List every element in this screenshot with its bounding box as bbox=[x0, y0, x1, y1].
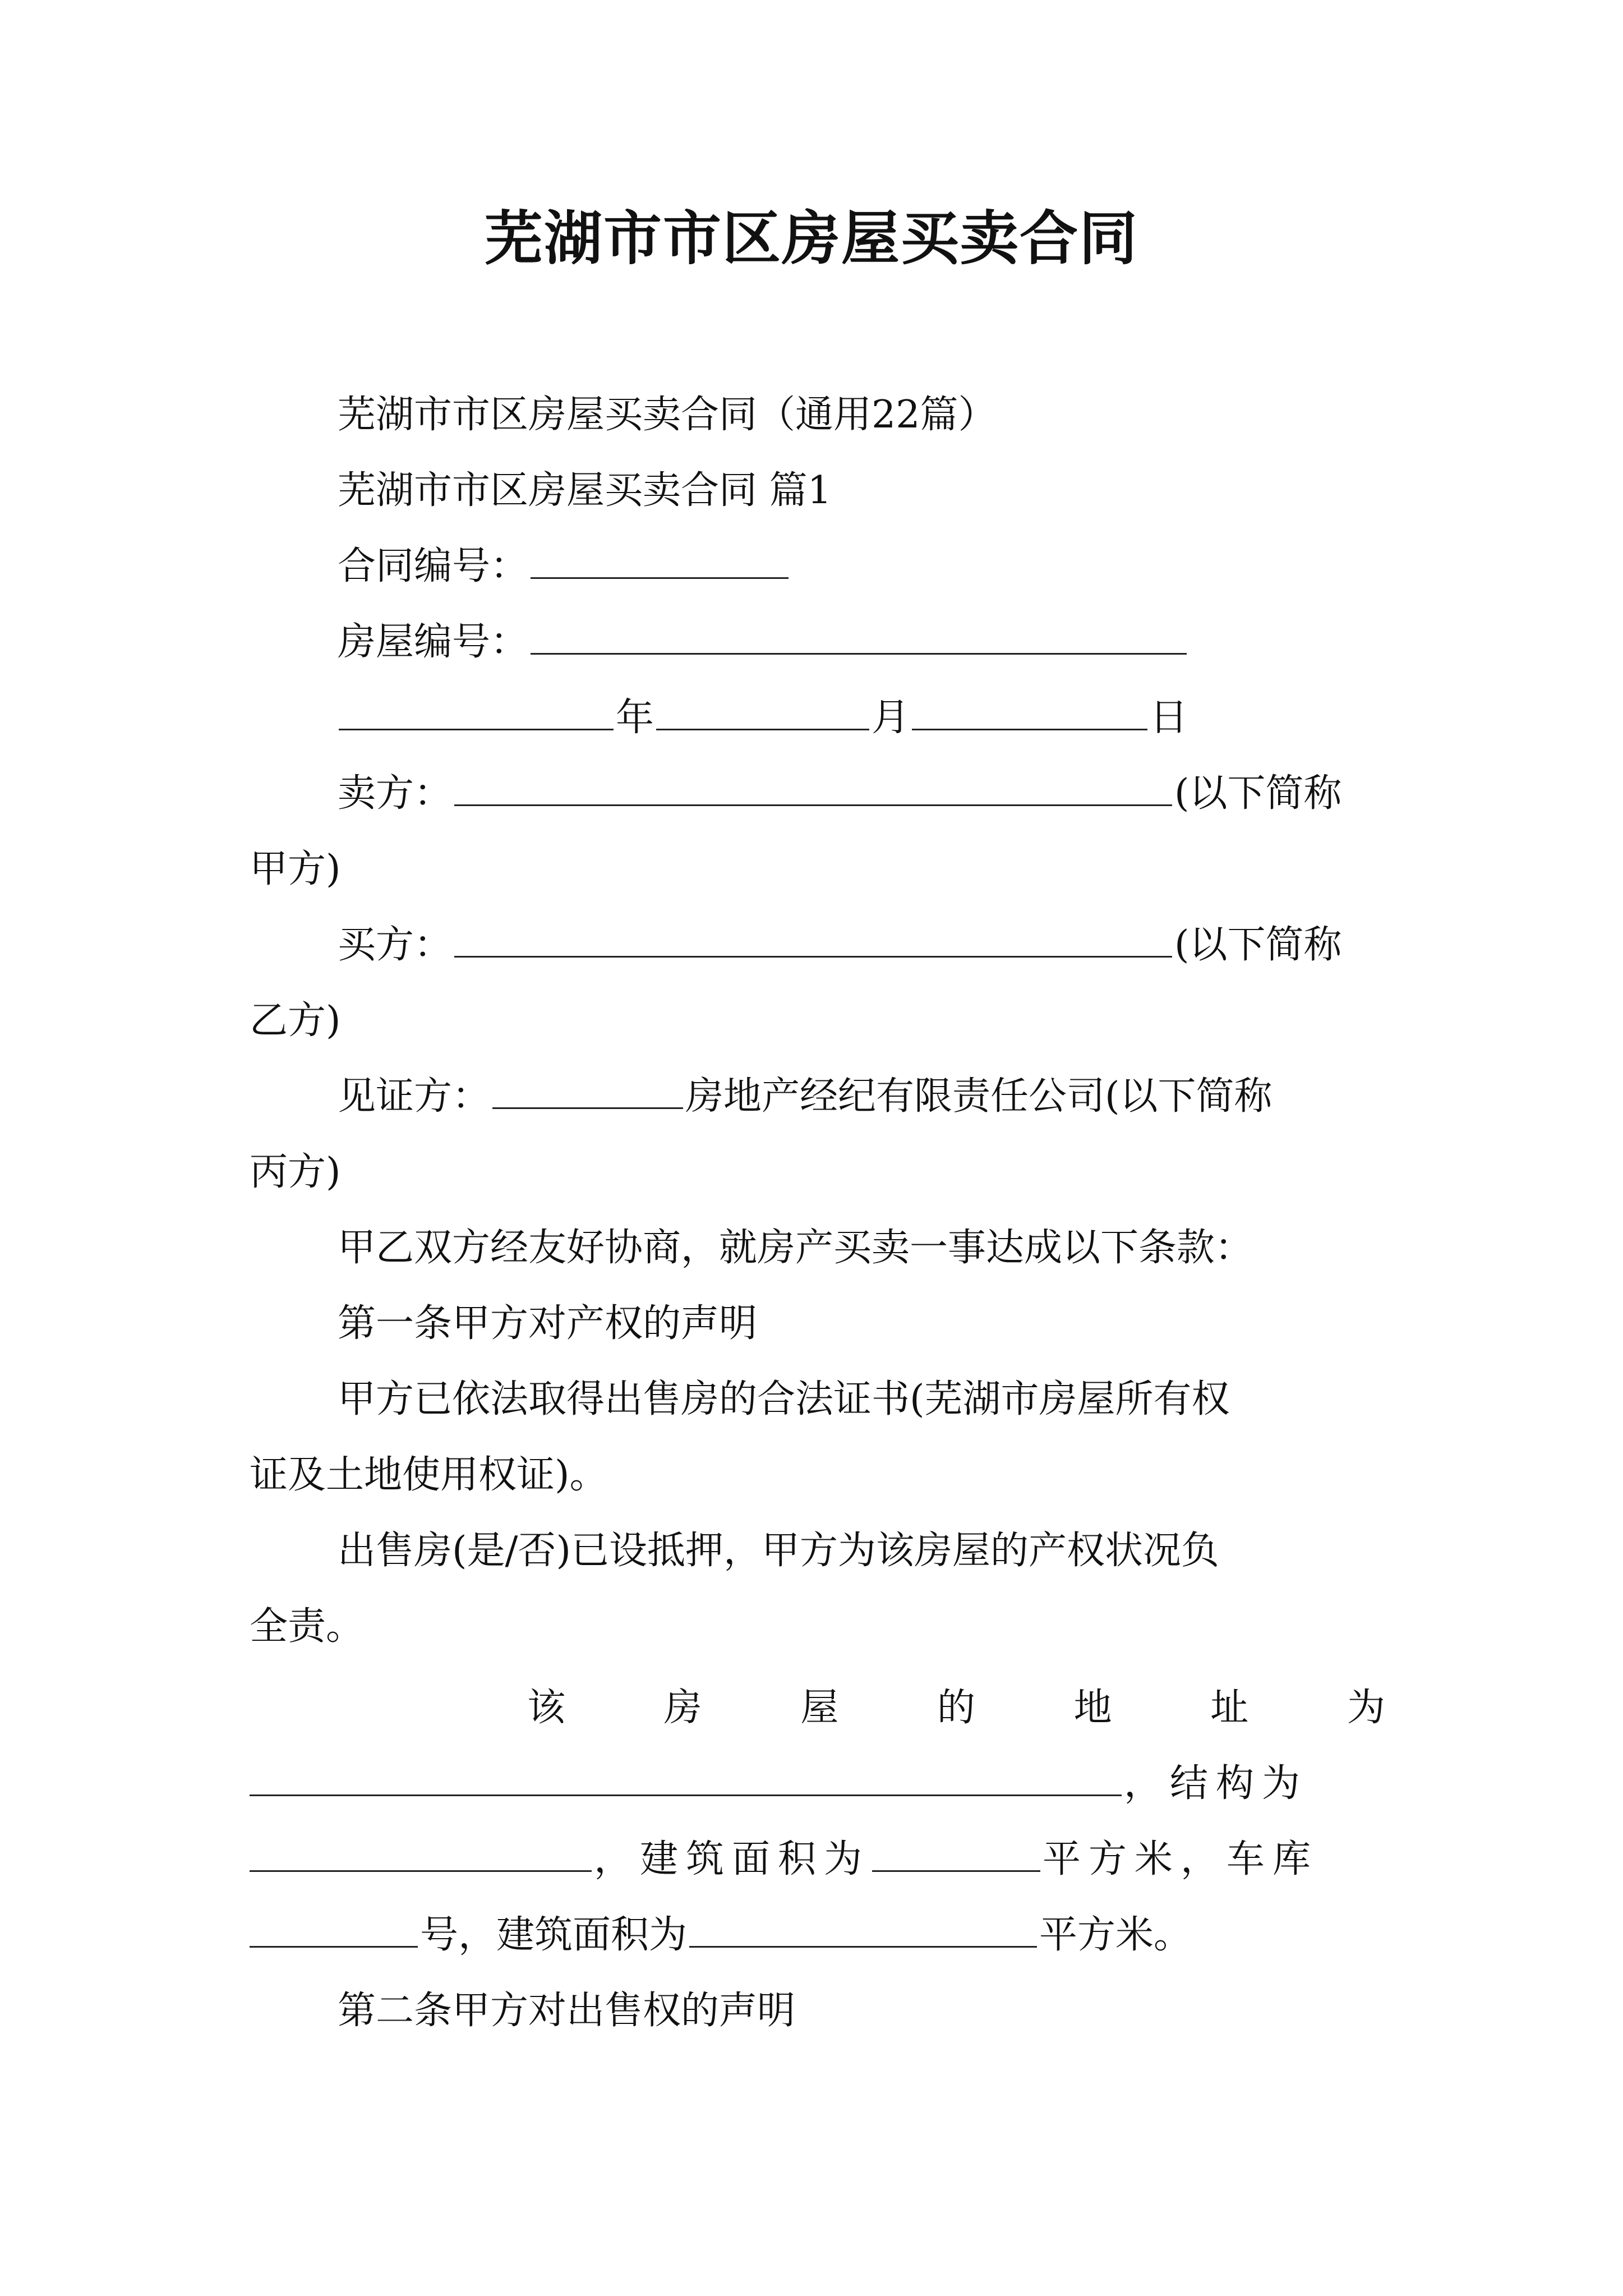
witness-label: 见证方： bbox=[338, 1074, 491, 1119]
seller-blank[interactable] bbox=[454, 770, 1172, 806]
witness-alias: 丙方) bbox=[250, 1150, 341, 1194]
article1-p1-line1: 甲方已依法取得出售房的合法证书(芜湖市房屋所有权 bbox=[338, 1377, 1230, 1421]
area-unit-garage: 平方米，车库 bbox=[1043, 1837, 1319, 1881]
address-line bbox=[250, 1756, 1308, 1812]
garage-line bbox=[250, 1907, 1192, 1963]
buyer-suffix: (以下简称 bbox=[1174, 923, 1342, 967]
house-no-blank[interactable] bbox=[531, 618, 1187, 655]
witness-line bbox=[338, 1069, 1272, 1125]
address-word: 的 bbox=[937, 1686, 975, 1730]
area-unit-end: 平方米。 bbox=[1039, 1913, 1192, 1957]
article2-title: 第二条甲方对出售权的声明 bbox=[338, 1989, 796, 2033]
seller-suffix: (以下简称 bbox=[1174, 771, 1342, 816]
intro-text: 甲乙双方经友好协商，就房产买卖一事达成以下条款： bbox=[338, 1226, 1253, 1270]
subtitle: 芜湖市市区房屋买卖合同（通用22篇） bbox=[338, 393, 997, 437]
month-label: 月 bbox=[872, 696, 910, 740]
house-no-label: 房屋编号： bbox=[338, 620, 529, 664]
garage-area-blank[interactable] bbox=[689, 1911, 1037, 1948]
article1-p2-line1: 出售房(是/否)已设抵押，甲方为该房屋的产权状况负 bbox=[338, 1529, 1219, 1573]
document-title: 芜湖市市区房屋买卖合同 bbox=[484, 204, 1138, 273]
area-text: ，建筑面积为 bbox=[594, 1837, 870, 1881]
address-word: 屋 bbox=[800, 1686, 839, 1730]
buyer-label: 买方： bbox=[338, 923, 453, 967]
month-blank[interactable] bbox=[656, 694, 869, 730]
address-blank[interactable] bbox=[250, 1760, 1122, 1796]
seller-alias: 甲方) bbox=[250, 847, 341, 891]
area-blank[interactable] bbox=[872, 1835, 1040, 1872]
seller-line bbox=[338, 766, 1342, 822]
day-label: 日 bbox=[1150, 696, 1188, 740]
witness-blank[interactable] bbox=[492, 1073, 683, 1109]
contract-no-label: 合同编号： bbox=[338, 544, 529, 588]
year-blank[interactable] bbox=[339, 694, 614, 730]
buyer-line bbox=[338, 917, 1342, 973]
buyer-alias: 乙方) bbox=[250, 999, 341, 1043]
garage-no-text: 号，建筑面积为 bbox=[420, 1913, 688, 1957]
article1-p2-line2: 全责。 bbox=[250, 1604, 365, 1649]
date-line bbox=[336, 690, 1188, 746]
area-line bbox=[250, 1832, 1318, 1888]
address-word: 该 bbox=[527, 1686, 566, 1730]
address-word: 为 bbox=[1347, 1686, 1385, 1730]
address-word: 址 bbox=[1210, 1686, 1249, 1730]
contract-no-line bbox=[338, 539, 791, 595]
address-word: 地 bbox=[1073, 1686, 1112, 1730]
buyer-blank[interactable] bbox=[454, 921, 1172, 958]
contract-no-blank[interactable] bbox=[531, 542, 789, 579]
seller-label: 卖方： bbox=[338, 771, 453, 816]
address-word: 房 bbox=[663, 1686, 702, 1730]
address-heading-row bbox=[527, 1680, 1385, 1736]
section-heading: 芜湖市市区房屋买卖合同 篇1 bbox=[338, 468, 832, 513]
structure-blank[interactable] bbox=[250, 1835, 592, 1872]
witness-suffix: 房地产经纪有限责任公司(以下简称 bbox=[685, 1074, 1272, 1119]
day-blank[interactable] bbox=[912, 694, 1147, 730]
structure-text: ，结构为 bbox=[1124, 1761, 1308, 1806]
garage-no-blank[interactable] bbox=[250, 1911, 418, 1948]
article1-title: 第一条甲方对产权的声明 bbox=[338, 1301, 758, 1346]
house-no-line bbox=[338, 614, 1189, 670]
year-label: 年 bbox=[616, 696, 654, 740]
article1-p1-line2: 证及土地使用权证)。 bbox=[250, 1453, 608, 1497]
